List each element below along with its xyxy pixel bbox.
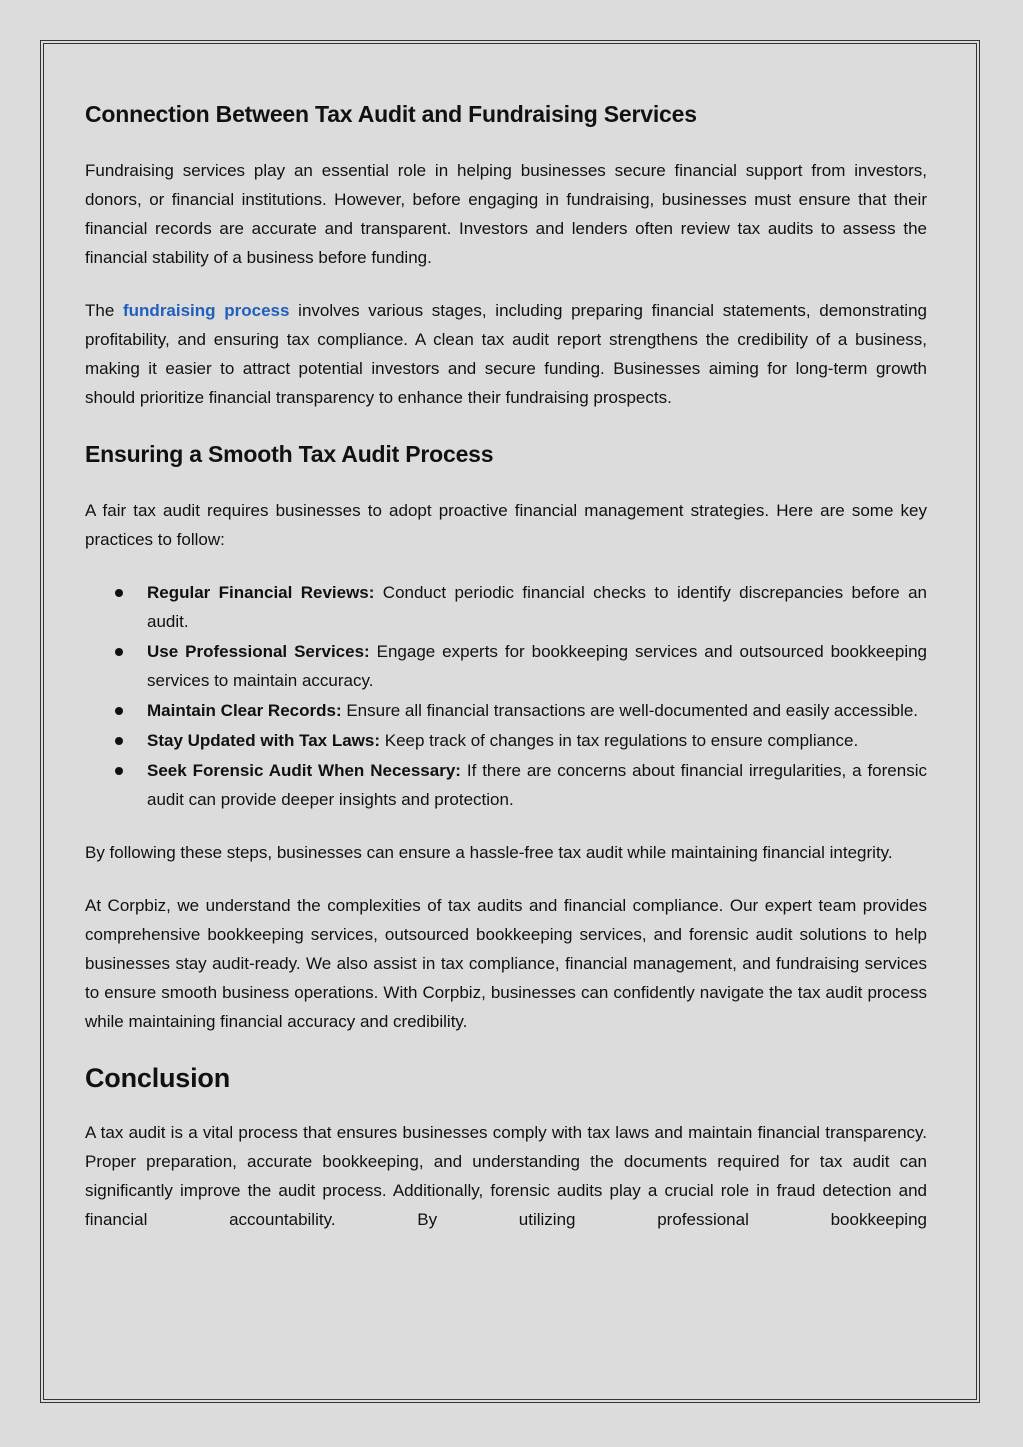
list-item-text: Keep track of changes in tax regulations to ensure compliance.	[380, 731, 859, 750]
list-item-title: Regular Financial Reviews:	[147, 583, 375, 602]
list-item	[85, 578, 927, 636]
list-item	[85, 726, 927, 755]
paragraph-conclusion: A tax audit is a vital process that ensures businesses comply with tax laws and maintain financial transparency. Proper preparation, accurate bookkeeping, and understanding the documents required for tax audit can significantly improve the audit process. Additionally, forensic audits play a crucial role in fraud detection and financial accountability. By utilizing professional bookkeeping	[85, 1123, 927, 1229]
list-item-text: If there are concerns about financial irregularities, a forensic audit can provide deeper insights and protection.	[147, 761, 927, 809]
list-item-title: Seek Forensic Audit When Necessary:	[147, 761, 461, 780]
paragraph-following-steps: By following these steps, businesses can ensure a hassle-free tax audit while maintaining financial integrity.	[85, 843, 893, 862]
paragraph-text: The	[85, 301, 123, 320]
paragraph-corpbiz: At Corpbiz, we understand the complexities of tax audits and financial compliance. Our expert team provides comprehensive bookkeeping services, outsourced bookkeeping services, and forensic audit solutions to help businesses stay audit-ready. We also assist in tax compliance, financial management, and fundraising services to ensure smooth business operations. With Corpbiz, businesses can confidently navigate the tax audit process while maintaining financial accuracy and credibility.	[85, 896, 927, 1031]
section-heading-conclusion: Conclusion	[85, 1063, 230, 1093]
bullet-icon	[115, 767, 123, 775]
section-heading-smooth-audit: Ensuring a Smooth Tax Audit Process	[85, 441, 494, 467]
practices-list	[85, 578, 927, 814]
bullet-icon	[115, 589, 123, 597]
paragraph-fundraising-process	[85, 296, 927, 412]
list-item-title: Maintain Clear Records:	[147, 701, 342, 720]
list-item	[85, 756, 927, 814]
paragraph-fundraising-intro: Fundraising services play an essential role in helping businesses secure financial support from investors, donors, or financial institutions. However, before engaging in fundraising, businesses must ensure that their financial records are accurate and transparent. Investors and lenders often review tax audits to assess the financial stability of a business before funding.	[85, 161, 927, 267]
section-heading-tax-audit-fundraising: Connection Between Tax Audit and Fundraising Services	[85, 101, 697, 127]
paragraph-text: involves various stages, including preparing financial statements, demonstrating profitability, and ensuring tax compliance. A clean tax audit report strengthens the credibility of a business, making it easier to attract potential investors and secure funding. Businesses aiming for long-term growth should prioritize financial transparency to enhance their fundraising prospects.	[85, 301, 927, 407]
bullet-icon	[115, 737, 123, 745]
paragraph-audit-intro: A fair tax audit requires businesses to adopt proactive financial management strategies. Here are some key practices to follow:	[85, 501, 927, 549]
list-item-title: Stay Updated with Tax Laws:	[147, 731, 381, 750]
list-item-text: Conduct periodic financial checks to identify discrepancies before an audit.	[147, 583, 927, 631]
bullet-icon	[115, 707, 123, 715]
bullet-icon	[115, 648, 123, 656]
fundraising-process-link[interactable]: fundraising process	[123, 301, 290, 320]
list-item	[85, 637, 927, 695]
list-item	[85, 696, 927, 725]
document-body	[85, 96, 927, 1258]
list-item-text: Engage experts for bookkeeping services and outsourced bookkeeping services to maintain accuracy.	[147, 642, 927, 690]
list-item-title: Use Professional Services:	[147, 642, 370, 661]
list-item-text: Ensure all financial transactions are well-documented and easily accessible.	[341, 701, 919, 720]
